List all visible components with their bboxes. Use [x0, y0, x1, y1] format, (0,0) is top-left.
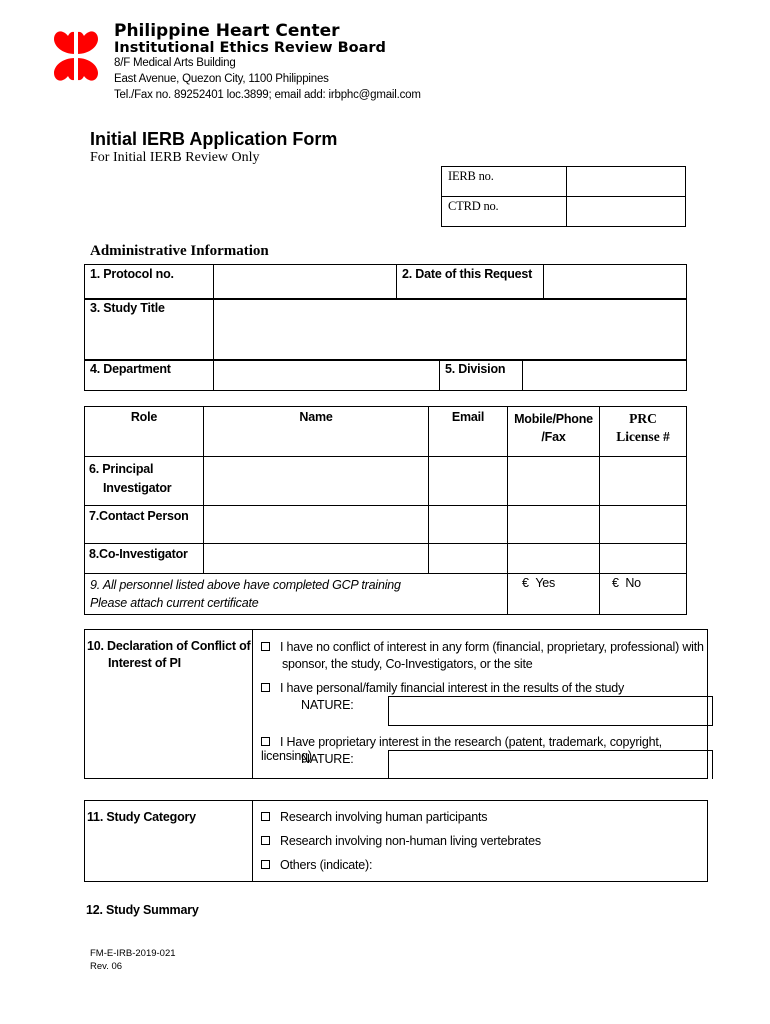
ctrd-no-field[interactable]	[567, 197, 686, 227]
ierb-number-table	[441, 166, 686, 227]
no-label: No	[625, 576, 641, 590]
checkbox-icon[interactable]	[261, 683, 270, 692]
form-title: Initial IERB Application Form	[90, 129, 338, 149]
date-field[interactable]	[544, 265, 687, 300]
conflict-options	[253, 630, 708, 779]
conflict-option-financial[interactable]	[261, 681, 624, 695]
conflict-label-line1: 10. Declaration of Conflict of	[87, 639, 251, 653]
checkbox-icon[interactable]	[261, 836, 270, 845]
conflict-label	[85, 630, 253, 779]
col-name-header: Name	[204, 407, 429, 457]
address-line-1: 8/F Medical Arts Building	[114, 57, 236, 69]
division-field[interactable]	[523, 360, 687, 391]
row-pi-label-line2: Investigator	[103, 481, 172, 495]
coi-name-field[interactable]	[204, 544, 429, 574]
ierb-no-label: IERB no.	[442, 167, 567, 197]
coi-email-field[interactable]	[429, 544, 508, 574]
gcp-statement-line1: 9. All personnel listed above have completed GCP training	[90, 578, 401, 592]
admin-section-title: Administrative Information	[90, 243, 269, 259]
col-mobile-header	[508, 407, 600, 457]
row-pi-label	[85, 457, 204, 506]
col-mobile-header-line2: /Fax	[541, 430, 566, 444]
study-title-label: 3. Study Title	[85, 299, 214, 361]
category-option-vertebrates[interactable]	[261, 834, 541, 848]
col-email-header: Email	[429, 407, 508, 457]
contact-email-field[interactable]	[429, 506, 508, 544]
ierb-no-field[interactable]	[567, 167, 686, 197]
ctrd-no-label: CTRD no.	[442, 197, 567, 227]
nature-field-1[interactable]	[388, 696, 713, 726]
nature-label-1: NATURE:	[301, 698, 354, 712]
protocol-no-label: 1. Protocol no.	[85, 265, 214, 300]
form-code: FM-E-IRB-2019-021	[90, 948, 176, 959]
pi-prc-field[interactable]	[600, 457, 687, 506]
col-prc-header	[600, 407, 687, 457]
protocol-no-field[interactable]	[214, 265, 397, 300]
date-label: 2. Date of this Request	[397, 265, 544, 300]
contact-name-field[interactable]	[204, 506, 429, 544]
row-coi-label: 8.Co-Investigator	[85, 544, 204, 574]
category-label: 11. Study Category	[85, 801, 253, 882]
category-options	[253, 801, 708, 882]
conflict-option-none-line1: I have no conflict of interest in any form (financial, proprietary, professional) with	[280, 640, 704, 654]
admin-table-dept	[84, 359, 687, 391]
conflict-option-proprietary-label: I Have proprietary interest in the research (patent, trademark, copyright, licensing)	[261, 735, 662, 763]
coi-prc-field[interactable]	[600, 544, 687, 574]
category-table	[84, 800, 708, 882]
pi-email-field[interactable]	[429, 457, 508, 506]
admin-table	[84, 264, 687, 300]
category-option-human[interactable]	[261, 810, 487, 824]
personnel-table	[84, 406, 687, 615]
category-option-vertebrates-label: Research involving non-human living vertebrates	[280, 834, 541, 848]
conflict-label-line2: Interest of PI	[108, 656, 181, 670]
phc-logo-icon	[48, 28, 104, 84]
yes-label: Yes	[535, 576, 556, 590]
form-revision: Rev. 06	[90, 961, 123, 972]
department-label: 4. Department	[85, 360, 214, 391]
gcp-no-option[interactable]	[600, 574, 687, 615]
contact-mobile-field[interactable]	[508, 506, 600, 544]
conflict-table	[84, 629, 708, 779]
form-subtitle: For Initial IERB Review Only	[90, 150, 260, 165]
row-contact-label: 7.Contact Person	[85, 506, 204, 544]
no-box-icon: €	[612, 576, 619, 590]
col-role-header: Role	[85, 407, 204, 457]
col-prc-header-line1: PRC	[629, 411, 657, 426]
nature-label-2: NATURE:	[301, 752, 354, 766]
col-mobile-header-line1: Mobile/Phone	[514, 412, 593, 426]
conflict-option-financial-label: I have personal/family financial interest in the results of the study	[280, 681, 625, 695]
yes-box-icon: €	[522, 576, 529, 590]
gcp-yes-option[interactable]	[508, 574, 600, 615]
col-prc-header-line2: License #	[616, 429, 670, 444]
category-option-human-label: Research involving human participants	[280, 810, 488, 824]
department-field[interactable]	[214, 360, 440, 391]
checkbox-icon[interactable]	[261, 737, 270, 746]
address-line-2: East Avenue, Quezon City, 1100 Philippines	[114, 73, 329, 85]
study-summary-label: 12. Study Summary	[86, 903, 199, 917]
pi-name-field[interactable]	[204, 457, 429, 506]
coi-mobile-field[interactable]	[508, 544, 600, 574]
checkbox-icon[interactable]	[261, 642, 270, 651]
category-option-others[interactable]	[261, 858, 372, 872]
checkbox-icon[interactable]	[261, 860, 270, 869]
category-option-others-label: Others (indicate):	[280, 858, 373, 872]
gcp-statement	[85, 574, 508, 615]
nature-field-2[interactable]	[388, 750, 713, 779]
contact-line: Tel./Fax no. 89252401 loc.3899; email add: irbphc@gmail.com	[114, 89, 421, 101]
study-title-field[interactable]	[214, 299, 687, 361]
gcp-statement-line2: Please attach current certificate	[90, 596, 259, 610]
conflict-option-none[interactable]	[261, 639, 704, 673]
division-label: 5. Division	[440, 360, 523, 391]
checkbox-icon[interactable]	[261, 812, 270, 821]
pi-mobile-field[interactable]	[508, 457, 600, 506]
conflict-option-none-line2: sponsor, the study, Co-Investigators, or the site	[282, 657, 533, 671]
admin-table-title	[84, 298, 687, 361]
row-pi-label-line1: 6. Principal	[89, 462, 154, 476]
contact-prc-field[interactable]	[600, 506, 687, 544]
board-name: Institutional Ethics Review Board	[114, 40, 386, 56]
org-name: Philippine Heart Center	[114, 21, 340, 41]
